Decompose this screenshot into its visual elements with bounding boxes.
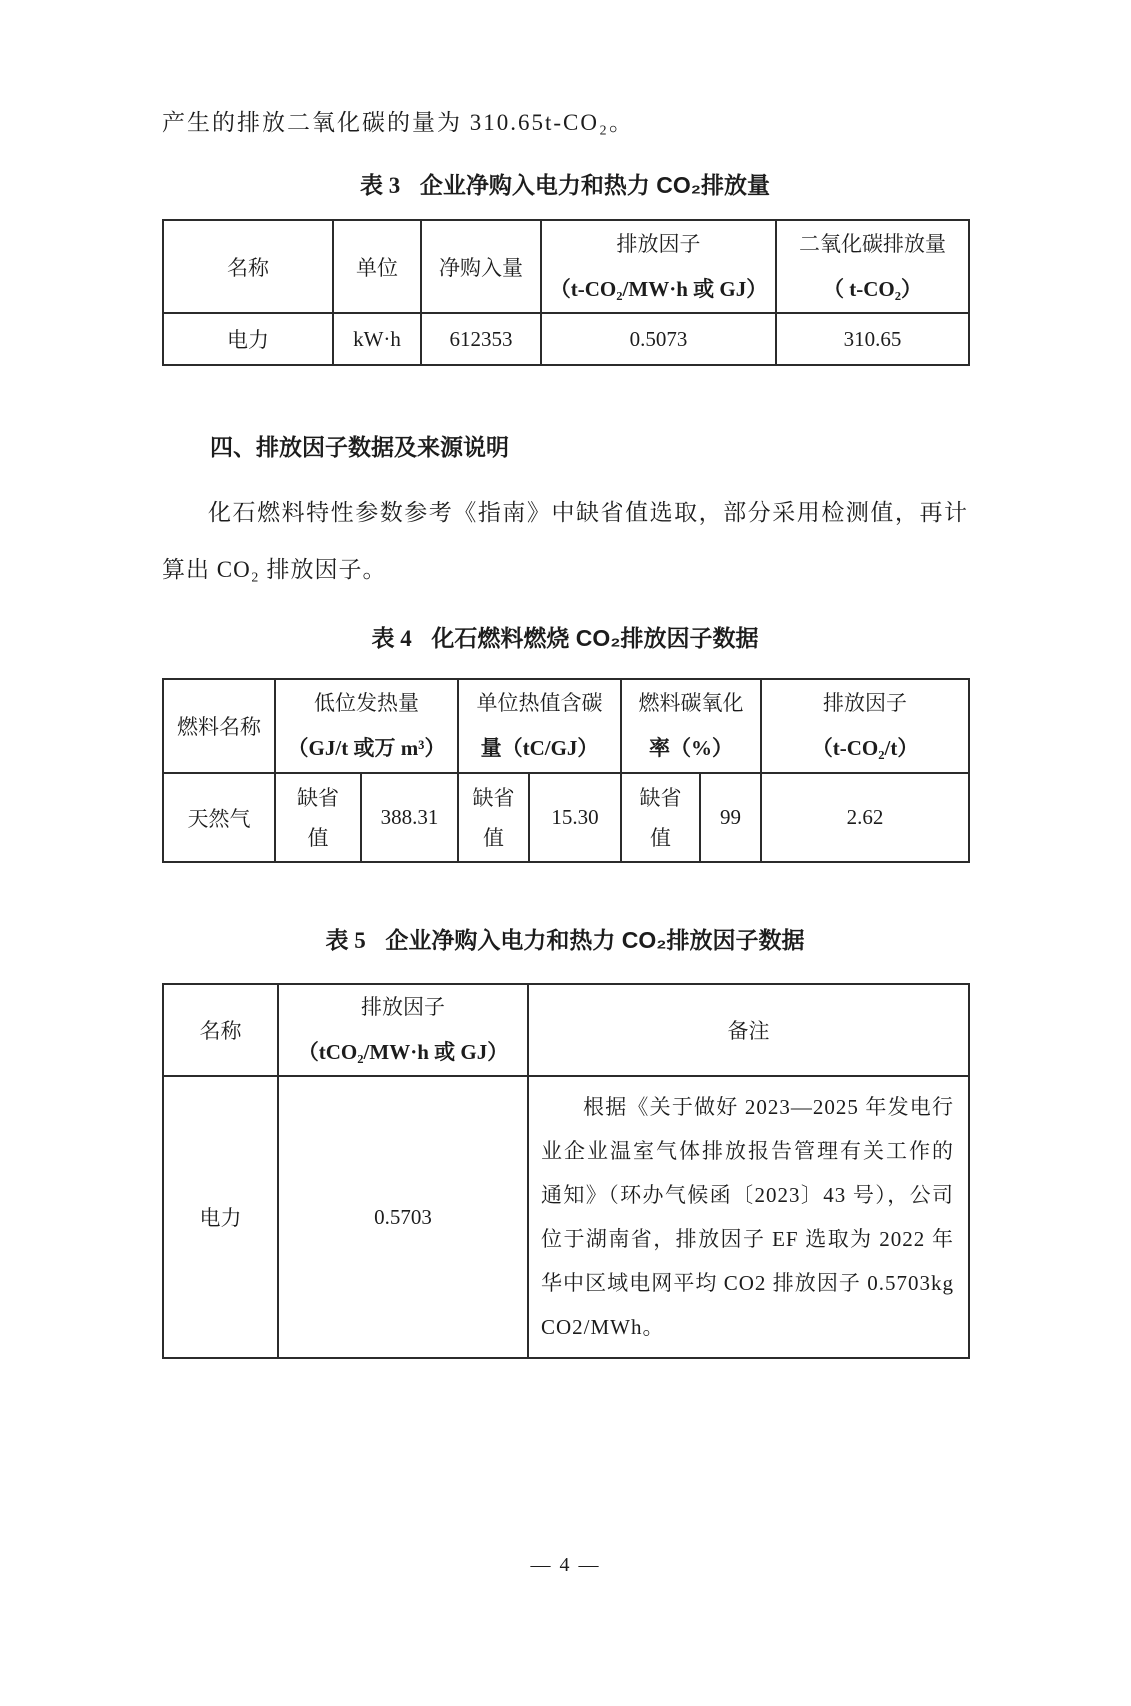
table4-cell-factor: 2.62 — [761, 773, 969, 862]
table3-header-emission — [776, 220, 969, 313]
table5-electricity-emission-factor — [162, 983, 970, 1359]
table3-header-factor-line1: 排放因子 — [616, 231, 701, 256]
table3-caption — [162, 168, 968, 203]
table4-header-factor-line2: （t-CO₂/t） — [811, 736, 919, 760]
table5-caption — [162, 923, 968, 958]
table5-caption-title: 企业净购入电力和热力 CO₂排放因子数据 — [385, 927, 805, 953]
table5-header-factor — [278, 984, 528, 1076]
table4-header-factor — [761, 679, 969, 773]
table4-header-oxidation-rate — [621, 679, 761, 773]
table4-cell-carbon-label-line2: 值 — [483, 825, 505, 850]
table4-header-ncv-line2: （GJ/t 或万 m³） — [287, 736, 446, 760]
table3-header-name: 名称 — [163, 220, 333, 313]
table5-header-factor-line2: （tCO₂/MW·h 或 GJ） — [297, 1040, 509, 1064]
table4-header-carbon-line1: 单位热值含碳 — [476, 691, 603, 715]
table4-caption-number: 表 4 — [371, 626, 412, 651]
table4-cell-carbon-value: 15.30 — [529, 773, 621, 862]
table3-cell-amount: 612353 — [421, 313, 541, 365]
table4-cell-ncv-label-line2: 值 — [307, 825, 329, 850]
table4-cell-carbon-label — [458, 773, 529, 862]
table5-header-name: 名称 — [163, 984, 278, 1076]
table4-header-carbon-content — [458, 679, 621, 773]
table4-header-oxid-line1: 燃料碳氧化 — [638, 691, 744, 715]
table4-fossil-fuel-emission-factors — [162, 678, 970, 863]
table3-header-unit: 单位 — [333, 220, 421, 313]
table5-header-row — [163, 984, 969, 1076]
table4-cell-oxid-label-line2: 值 — [650, 825, 672, 850]
document-page — [0, 106, 1131, 1706]
table5-header-factor-line1: 排放因子 — [361, 995, 445, 1019]
table4-cell-carbon-label-line1: 缺省 — [472, 785, 515, 810]
section4-paragraph: 化石燃料特性参数参考《指南》中缺省值选取，部分采用检测值，再计算出 CO₂ 排放因子。 — [162, 500, 968, 582]
table4-header-carbon-line2: 量（tC/GJ） — [480, 736, 599, 760]
table5-header-remark: 备注 — [528, 984, 969, 1076]
table4-cell-oxid-label — [621, 773, 700, 862]
page-number: — 4 — — [530, 1554, 601, 1576]
intro-text: 产生的排放二氧化碳的量为 310.65t-CO₂。 — [162, 110, 635, 135]
table3-cell-name: 电力 — [163, 313, 333, 365]
table3-header-factor-line2: （t-CO₂/MW·h 或 GJ） — [549, 276, 768, 301]
table3-cell-unit: kW·h — [333, 313, 421, 365]
table4-caption — [162, 621, 968, 656]
table5-caption-number: 表 5 — [325, 928, 366, 953]
table3-data-row — [163, 313, 969, 365]
table4-data-row — [163, 773, 969, 862]
table4-cell-oxid-label-line1: 缺省 — [639, 785, 682, 810]
table5-cell-remark: 根据《关于做好 2023—2025 年发电行业企业温室气体排放报告管理有关工作的通知》（环办气候函〔2023〕43 号），公司位于湖南省，排放因子 EF 选取为 2022 年华中区域电网平均 CO2 排放因子 0.5703kg CO2/MWh。 — [528, 1076, 969, 1358]
page-content — [162, 106, 968, 1359]
table4-cell-ncv-label — [275, 773, 361, 862]
table3-cell-factor: 0.5073 — [541, 313, 776, 365]
table5-data-row — [163, 1076, 969, 1358]
table4-cell-ncv-value: 388.31 — [361, 773, 458, 862]
table3-caption-number: 表 3 — [360, 173, 401, 198]
table3-header-amount: 净购入量 — [421, 220, 541, 313]
table4-header-fuel: 燃料名称 — [163, 679, 275, 773]
table4-header-row — [163, 679, 969, 773]
table4-header-oxid-line2: 率（%） — [649, 736, 734, 760]
table4-header-factor-line1: 排放因子 — [823, 691, 908, 715]
table4-cell-ncv-label-line1: 缺省 — [297, 785, 339, 810]
table3-cell-emission: 310.65 — [776, 313, 969, 365]
table4-cell-fuel: 天然气 — [163, 773, 275, 862]
table4-cell-oxid-value: 99 — [700, 773, 761, 862]
table5-cell-name: 电力 — [163, 1076, 278, 1358]
table3-header-emission-line2: （ t-CO₂） — [822, 276, 923, 301]
table3-header-row — [163, 220, 969, 313]
table3-header-factor — [541, 220, 776, 313]
table3-net-purchased-electricity-emissions — [162, 219, 970, 366]
table4-caption-title: 化石燃料燃烧 CO₂排放因子数据 — [431, 625, 759, 651]
table4-header-ncv — [275, 679, 458, 773]
table4-header-ncv-line1: 低位发热量 — [314, 691, 419, 715]
table3-header-emission-line1: 二氧化碳排放量 — [799, 231, 946, 256]
section4-heading: 四、排放因子数据及来源说明 — [210, 434, 509, 460]
table3-caption-title: 企业净购入电力和热力 CO₂排放量 — [419, 172, 770, 198]
table5-cell-factor: 0.5703 — [278, 1076, 528, 1358]
